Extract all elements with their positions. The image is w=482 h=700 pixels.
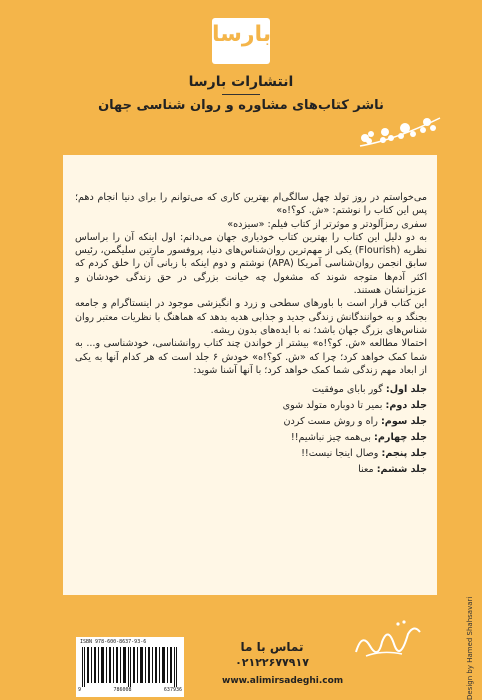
volume-label: جلد ششم: — [376, 464, 427, 476]
paragraph: به دو دلیل این کتاب را بهترین کتاب خودیاری جهان می‌دانم: اول اینکه آن را براساس نظریه (Flourish) یکی از مهم‌ترین روان‌شناس‌های دنیا، پروفسور مارتین سلیگمن، رئیس سابق انجمن روان‌شناسی آمریکا (APA) نوشتم و دوم اینکه با زبانی آن را خلق کردم که اکثر آدم‌ها متوجه شوند که مشغول چه خیانت بزرگی در حق زندگی خودشان و عزیزانشان هستند. — [75, 231, 427, 297]
volume-title: معنا — [358, 464, 374, 476]
paragraph: می‌خواستم در روز تولد چهل سالگی‌ام بهترین کاری که می‌توانم را برای دنیا انجام دهم؛ پس این کتاب را نوشتم: «ش. کو؟!ه» — [75, 192, 427, 217]
volume-title: راه و روش مست کردن — [283, 416, 378, 428]
paragraph: احتمالا مطالعه «ش. کو؟!ه» بیشتر از خواندن چند کتاب روانشناسی، خودشناسی و... به شما کمک خواهد کرد؛ چرا که «ش. کو؟!ه» خودش ۶ جلد است که هر کدام آنها به یکی از ابعاد مهم زندگی شما کمک خواهد کرد؛ با آنها آشنا شوید: — [75, 338, 427, 376]
header-divider — [222, 94, 260, 95]
volume-title: وصال اینجا نیست!! — [301, 448, 379, 460]
volume-list — [75, 382, 427, 478]
volume-label: جلد اول: — [385, 384, 427, 396]
volume-title: بی‌همه چیز نباشیم!! — [290, 432, 371, 444]
volume-item — [75, 398, 427, 414]
volume-label: جلد پنجم: — [381, 448, 427, 460]
contact-website[interactable]: www.alimirsadeghi.com — [222, 676, 344, 686]
volume-label: جلد چهارم: — [374, 432, 427, 444]
flower-decoration-icon — [355, 110, 445, 150]
designer-credit: Design by Hamed Shahsavari — [466, 596, 474, 700]
paragraph: سفری رمزآلودتر و موثرتر از کتاب فیلم: «سیزده» — [227, 218, 427, 230]
volume-item — [75, 414, 427, 430]
volume-item — [75, 382, 427, 398]
volume-item — [75, 446, 427, 462]
publisher-tagline: ناشر کتاب‌های مشاوره و روان شناسی جهان — [98, 98, 384, 113]
publisher-name: انتشارات بارسا — [188, 74, 294, 90]
author-signature-icon — [352, 612, 424, 662]
contact-title: تماس با ما — [240, 640, 304, 654]
volume-item — [75, 462, 427, 478]
volume-title: بمیر تا دوباره متولد شوی — [282, 400, 383, 412]
publisher-logo — [212, 18, 270, 64]
volume-label: جلد دوم: — [385, 400, 427, 412]
contact-phone: ۰۲۱۲۲۶۷۷۹۱۷ — [235, 656, 309, 669]
barcode — [76, 637, 184, 697]
volume-label: جلد سوم: — [380, 416, 427, 428]
barcode-digit-group: 786008 — [113, 687, 132, 693]
logo-text: بارسا — [212, 22, 272, 47]
paragraph: این کتاب قرار است با باورهای سطحی و زرد و انگیزشی موجود در اینستاگرام و جامعه بجنگد و به خوانندگانش زندگی جدید و جذابی هدیه بدهد که هماهنگ با نظریات معتبر روان شناس‌های بزرگ جهان باشد؛ نه با ایده‌های بدون ریشه. — [75, 298, 427, 336]
barcode-digit-group: 9 — [78, 687, 82, 693]
description-text — [75, 191, 427, 478]
volume-title: گور بابای موفقیت — [312, 384, 383, 396]
barcode-bars-icon — [82, 647, 178, 687]
description-panel — [63, 155, 437, 595]
barcode-digits — [78, 687, 182, 693]
barcode-digit-group: 637936 — [163, 687, 182, 693]
isbn-label: ISBN 978-600-8637-93-6 — [80, 639, 147, 645]
volume-item — [75, 430, 427, 446]
